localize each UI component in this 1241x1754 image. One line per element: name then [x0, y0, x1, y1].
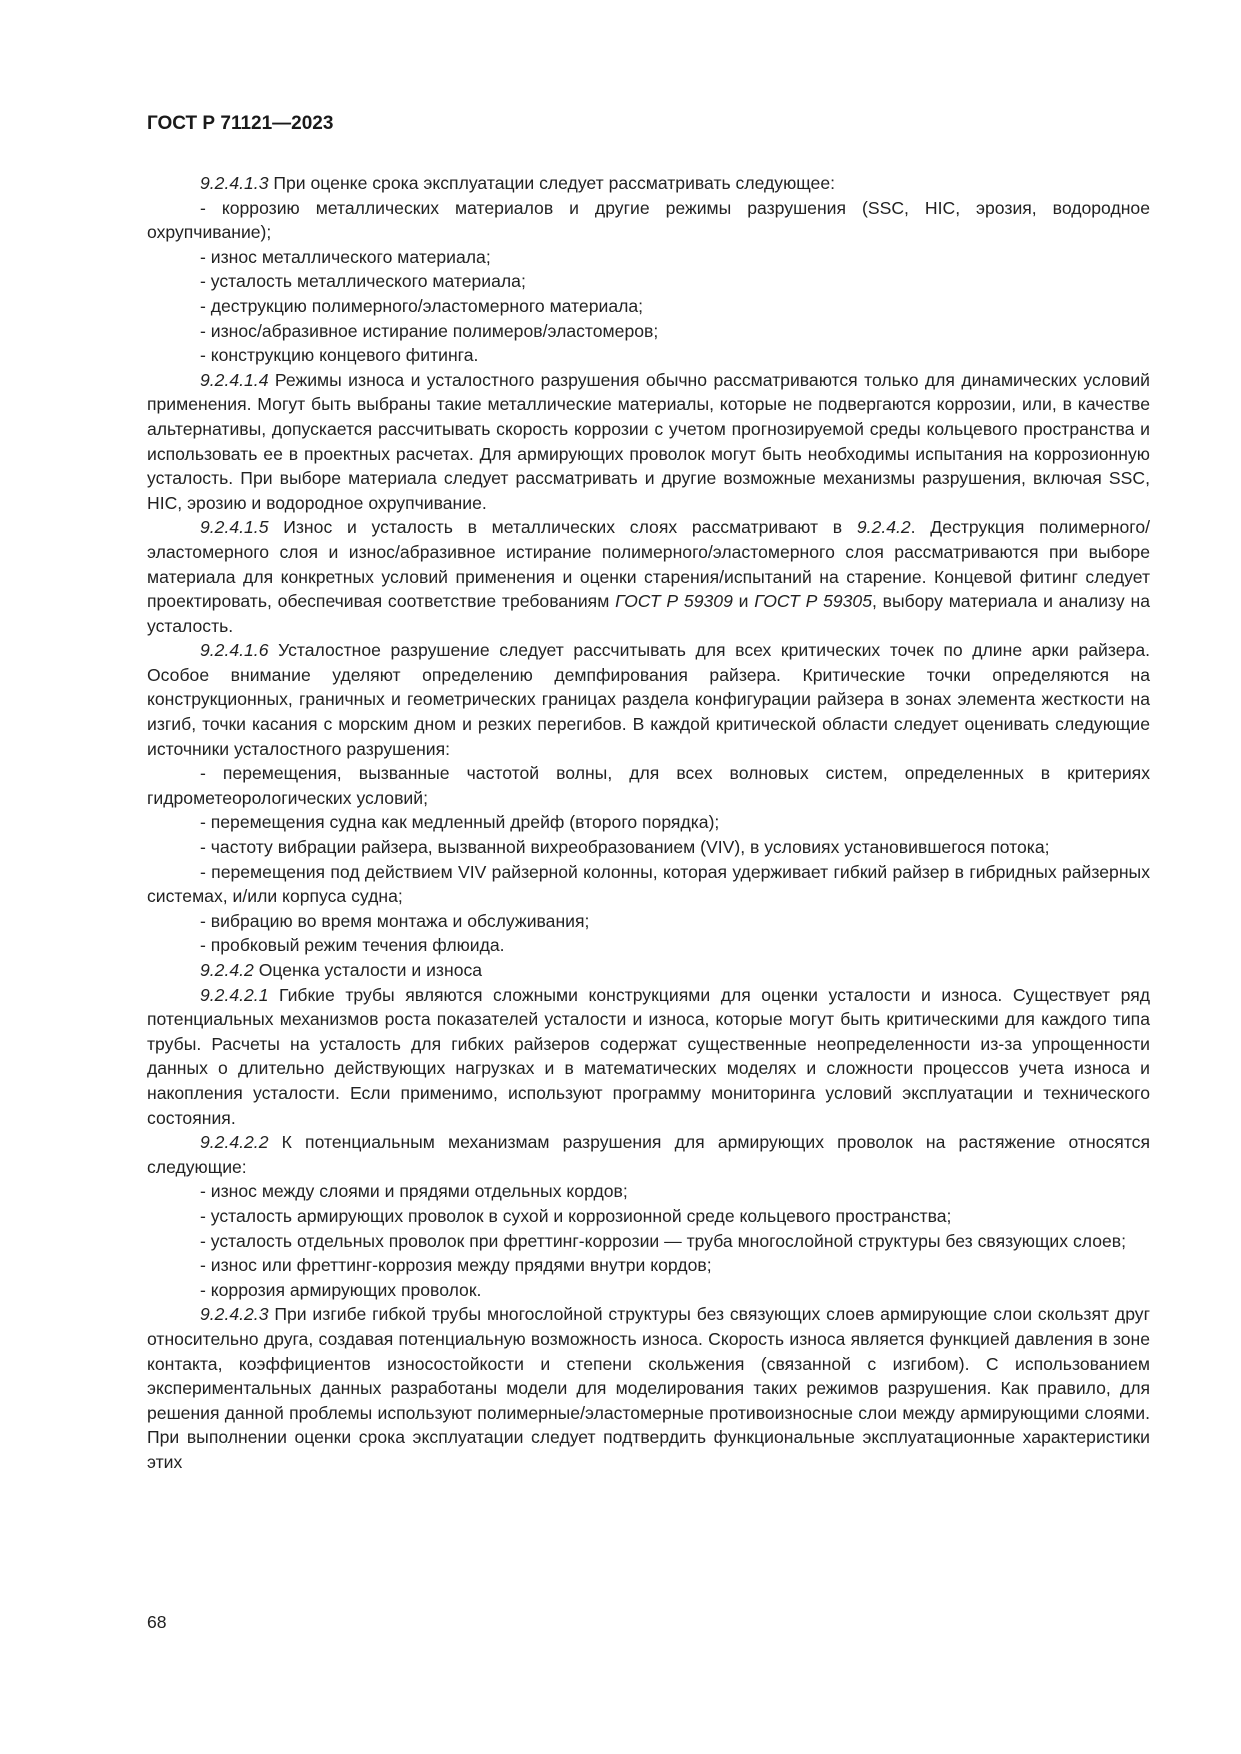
clause-number: 9.2.4.2.3 [200, 1304, 269, 1325]
list-item: - усталость армирующих проволок в сухой и коррозионной среде кольцевого пространства; [200, 1205, 952, 1226]
clause-text: Оценка усталости и износа [253, 960, 483, 980]
clause-text: и [732, 591, 755, 612]
list-item: - частоту вибрации райзера, вызванной вихреобразованием (VIV), в условиях установившегося потока; [200, 837, 1050, 858]
clause-paragraph [147, 638, 1150, 761]
clause-number: 9.2.4.1.5 [200, 517, 269, 538]
clause-reference: 9.2.4.2 [856, 517, 911, 538]
document-header: ГОСТ Р 71121—2023 [147, 113, 334, 134]
clause-paragraph [147, 1302, 1150, 1474]
clause-number: 9.2.4.1.6 [200, 640, 269, 661]
list-item: - коррозия армирующих проволок. [200, 1279, 482, 1300]
clause-text: Режимы износа и усталостного разрушения обычно рассматриваются только для динамических условий применения. Могут быть выбраны такие металлические материалы, которые не подвергаются коррозии, или, в качестве альтернативы, допускается рассчитывать скорость коррозии с учетом прогнозируемой среды кольцевого пространства и использовать ее в проектных расчетах. Для армирующих проволок могут быть необходимы испытания на коррозионную усталость. При выборе материала следует рассматривать и другие возможные механизмы разрушения, включая SSC, HIC, эрозию и водородное охрупчивание. [147, 369, 1150, 513]
clause-text: Гибкие трубы являются сложными конструкциями для оценки усталости и износа. Существует ряд потенциальных механизмов роста показателей усталости и износа, которые могут быть критическими для каждого типа трубы. Расчеты на усталость для гибких райзеров содержат существенные неопределенности из-за упрощенности данных о длительно действующих нагрузках и в математических моделях и сложности процессов учета износа и накопления усталости. Если применимо, используют программу мониторинга условий эксплуатации и технического состояния. [147, 984, 1150, 1128]
list-item: - деструкцию полимерного/эластомерного материала; [200, 295, 644, 316]
list-item: - износ или фреттинг-коррозия между прядями внутри кордов; [200, 1255, 712, 1276]
clause-paragraph [147, 958, 1150, 983]
clause-paragraph [147, 1130, 1150, 1179]
clause-paragraph [147, 368, 1150, 516]
clause-number: 9.2.4.2.2 [200, 1132, 269, 1153]
clause-number: 9.2.4.1.4 [200, 369, 269, 390]
clause-paragraph [147, 171, 1150, 196]
clause-text: . Деструкция полимерного/эластомерного слоя и износ/абразивное истирание полимерного/эластомерного слоя рассматриваются при выборе материала для конкретных условий применения и оценки старения/испытаний на старение. Концевой фитинг следует проектировать, обеспечивая соответствие требованиям [147, 517, 1150, 612]
document-body [147, 171, 1150, 1474]
clause-number: 9.2.4.2.1 [200, 984, 269, 1005]
list-item: - перемещения судна как медленный дрейф (второго порядка); [200, 812, 720, 833]
list-item: - износ между слоями и прядями отдельных кордов; [200, 1181, 628, 1202]
list-item: - перемещения, вызванные частотой волны, для всех волновых систем, определенных в критериях гидрометеорологических условий; [147, 763, 1150, 808]
clause-text: При изгибе гибкой трубы многослойной структуры без связующих слоев армирующие слои скользят друг относительно друга, создавая потенциальную возможность износа. Скорость износа является функцией давления в зоне контакта, коэффициентов износостойкости и степени скольжения (связанной с изгибом). С использованием экспериментальных данных разработаны модели для моделирования таких режимов разрушения. Как правило, для решения данной проблемы используют полимерные/эластомерные противоизносные слои между армирующими слоями. При выполнении оценки срока эксплуатации следует подтвердить функциональные эксплуатационные характеристики этих [147, 1304, 1150, 1472]
clause-paragraph [147, 515, 1150, 638]
list-item: - перемещения под действием VIV райзерной колонны, которая удерживает гибкий райзер в гибридных райзерных системах, и/или корпуса судна; [147, 861, 1150, 907]
standard-reference: ГОСТ Р 59305 [754, 591, 873, 612]
list-item: - износ металлического материала; [200, 246, 491, 267]
list-item: - усталость металлического материала; [200, 271, 526, 292]
page-number: 68 [147, 1612, 167, 1632]
clause-paragraph [147, 983, 1150, 1131]
clause-number: 9.2.4.1.3 [200, 173, 269, 193]
clause-text: Износ и усталость в металлических слоях рассматривают в [268, 517, 857, 538]
list-item: - пробковый режим течения флюида. [200, 935, 505, 956]
clause-text: , выбору материала и анализу на усталость. [147, 591, 1150, 636]
list-item: - коррозию металлических материалов и другие режимы разрушения (SSC, HIC, эрозия, водородное охрупчивание); [147, 197, 1150, 243]
list-item: - износ/абразивное истирание полимеров/эластомеров; [200, 320, 659, 341]
clause-text: При оценке срока эксплуатации следует рассматривать следующее: [268, 173, 836, 193]
list-item: - усталость отдельных проволок при фреттинг-коррозии — труба многослойной структуры без связующих слоев; [200, 1230, 1127, 1251]
clause-text: К потенциальным механизмам разрушения для армирующих проволок на растяжение относятся следующие: [147, 1132, 1150, 1177]
clause-text: Усталостное разрушение следует рассчитывать для всех критических точек по длине арки райзера. Особое внимание уделяют определению демпфирования райзера. Критические точки определяются на конструкционных, граничных и геометрических границах раздела конфигурации райзера в зонах элемента жесткости на изгиб, точки касания с морским дном и резких перегибов. В каждой критической области следует оценивать следующие источники усталостного разрушения: [147, 640, 1150, 759]
clause-number: 9.2.4.2 [200, 960, 254, 980]
list-item: - вибрацию во время монтажа и обслуживания; [200, 910, 590, 931]
standard-reference: ГОСТ Р 59309 [615, 591, 733, 612]
list-item: - конструкцию концевого фитинга. [200, 345, 479, 366]
